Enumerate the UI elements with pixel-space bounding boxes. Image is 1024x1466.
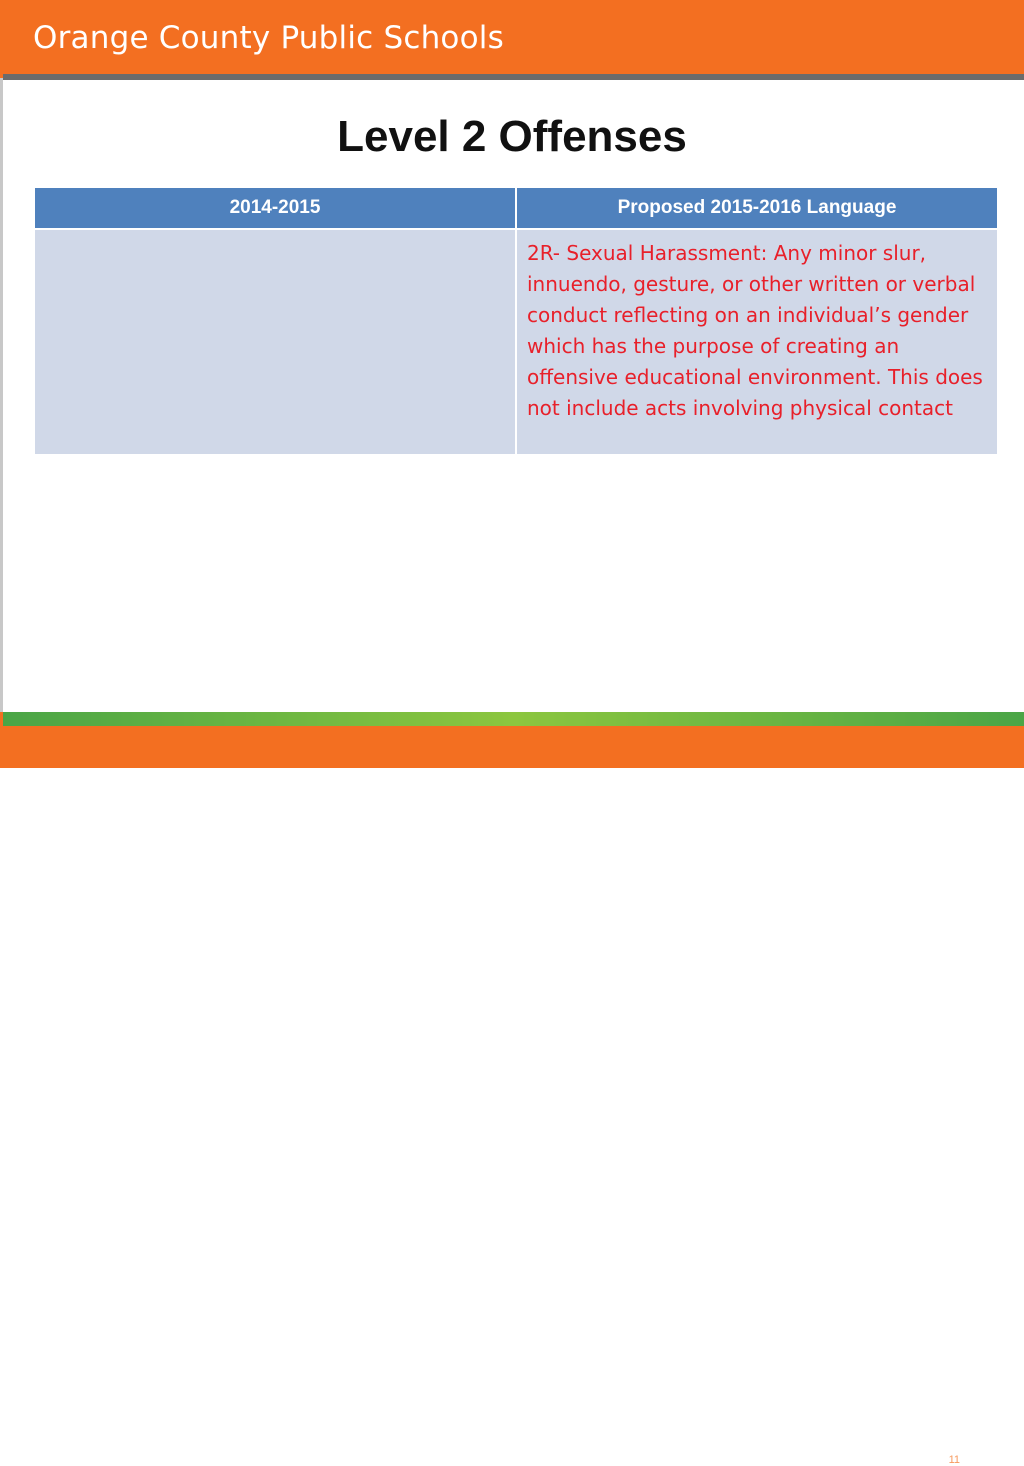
slide-number: 11 bbox=[948, 1454, 960, 1466]
header-title: Orange County Public Schools bbox=[33, 20, 504, 56]
proposed-language-text: 2R- Sexual Harassment: Any minor slur, innuendo, gesture, or other written or verbal conduct reflecting on an individual’s gender which has the purpose of creating an offensive educational environment. This does not include acts involving physical contact bbox=[527, 241, 983, 420]
header-bar bbox=[3, 0, 1024, 74]
offense-table bbox=[33, 186, 999, 456]
table-row bbox=[34, 229, 998, 455]
column-header-current: 2014-2015 bbox=[34, 187, 516, 229]
header-stripe bbox=[3, 74, 1024, 80]
cell-proposed bbox=[516, 229, 998, 455]
footer-green-band bbox=[3, 712, 1024, 726]
table-header-row bbox=[34, 187, 998, 229]
slide-title: Level 2 Offenses bbox=[337, 112, 687, 161]
cell-current bbox=[34, 229, 516, 455]
column-header-proposed: Proposed 2015-2016 Language bbox=[516, 187, 998, 229]
footer-orange-band bbox=[3, 726, 1024, 1466]
